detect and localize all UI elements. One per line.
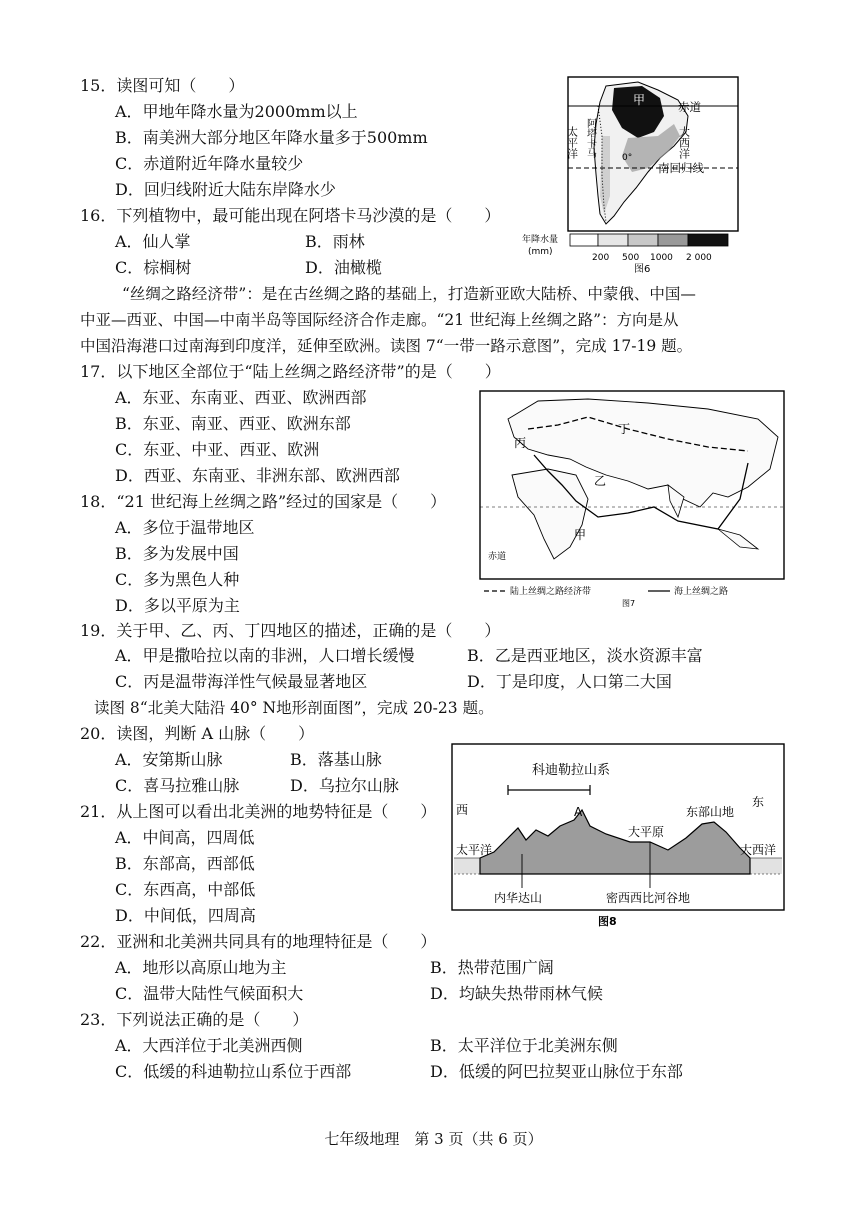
q19-option-a: A．甲是撒哈拉以南的非洲，人口增长缓慢 [115, 646, 415, 665]
q18-option-b: B．多为发展中国 [115, 544, 239, 563]
fig7-legend-sea: 海上丝绸之路 [674, 587, 729, 597]
fig7-jia-label: 甲 [574, 528, 587, 542]
q20-option-b: B．落基山脉 [290, 750, 382, 769]
fig7-yi-label: 乙 [594, 474, 607, 488]
fig8-pacific-label: 太平洋 [456, 843, 493, 857]
q22-option-b: B．热带范围广阔 [430, 958, 554, 977]
intro-silk-road-line1: “丝绸之路经济带”：是在古丝绸之路的基础上，打造新亚欧大陆桥、中蒙俄、中国— [122, 285, 696, 303]
q15-option-d: D．回归线附近大陆东岸降水少 [115, 180, 336, 199]
q15-option-a: A．甲地年降水量为2000mm以上 [115, 102, 358, 121]
q15-option-c: C．赤道附近年降水量较少 [115, 154, 304, 173]
fig6-legend-unit: (mm) [528, 247, 553, 257]
q17-option-a: A．东亚、东南亚、西亚、欧洲西部 [115, 388, 367, 407]
fig7-legend-land: 陆上丝绸之路经济带 [510, 587, 592, 597]
q22-option-c: C．温带大陆性气候面积大 [115, 984, 304, 1003]
q20-option-a: A．安第斯山脉 [115, 750, 223, 769]
q18-option-d: D．多以平原为主 [115, 596, 240, 615]
fig6-jia-label: 甲 [633, 93, 646, 107]
q17-option-b: B．东亚、南亚、西亚、欧洲东部 [115, 414, 351, 433]
fig7-bing-label: 丙 [514, 436, 527, 450]
q19-stem: 19．关于甲、乙、丙、丁四地区的描述，正确的是（ ） [80, 621, 501, 640]
fig6-legend-tick-1000: 1000 [650, 253, 673, 263]
fig8-east-mountains-label: 东部山地 [686, 805, 735, 819]
q23-option-a: A．大西洋位于北美洲西侧 [115, 1036, 303, 1055]
fig6-legend-tick-2000: 2 000 [686, 253, 712, 263]
q20-stem: 20．读图，判断 A 山脉（ ） [80, 724, 315, 743]
q22-stem: 22．亚洲和北美洲共同具有的地理特征是（ ） [80, 932, 437, 951]
q21-option-d: D．中间低，四周高 [115, 906, 256, 925]
q16-option-d: D．油橄榄 [305, 258, 382, 277]
q16-option-a: A．仙人掌 [115, 232, 191, 251]
fig8-peak-a-label: A [574, 805, 583, 819]
q21-option-a: A．中间高，四周低 [115, 828, 255, 847]
q15-stem: 15．读图可知（ ） [80, 76, 245, 95]
fig8-mississippi-label: 密西西比河谷地 [606, 891, 691, 905]
fig6-tropic-label: 南回归线 [658, 161, 704, 175]
fig8-west-label: 西 [456, 803, 469, 817]
fig6-legend-tick-500: 500 [622, 253, 640, 263]
q21-option-c: C．东西高，中部低 [115, 880, 256, 899]
fig8-east-label: 东 [752, 795, 765, 809]
page-footer: 七年级地理 第 3 页（共 6 页） [324, 1130, 543, 1148]
q17-option-d: D．西亚、东南亚、非洲东部、欧洲西部 [115, 466, 400, 485]
fig6-caption: 图6 [634, 264, 651, 275]
q15-option-b: B．南美洲大部分地区年降水量多于500mm [115, 128, 428, 147]
q23-stem: 23．下列说法正确的是（ ） [80, 1010, 309, 1029]
q22-option-a: A．地形以高原山地为主 [115, 958, 287, 977]
fig8-plains-label: 大平原 [628, 825, 665, 839]
fig6-degree-label: 0° [622, 153, 633, 163]
intro-north-america: 读图 8“北美大陆沿 40° N地形剖面图”，完成 20-23 题。 [94, 699, 494, 717]
intro-silk-road-line2: 中亚—西亚、中国—中南半岛等国际经济合作走廊。“21 世纪海上丝绸之路”：方向是从 [80, 311, 679, 329]
fig6-equator-label: 赤道 [678, 100, 701, 114]
q16-option-b: B．雨林 [305, 232, 365, 251]
fig8-caption: 图8 [598, 915, 617, 928]
q19-option-b: B．乙是西亚地区，淡水资源丰富 [467, 646, 703, 665]
fig6-legend-tick-200: 200 [592, 253, 610, 263]
q18-stem: 18．“21 世纪海上丝绸之路”经过的国家是（ ） [80, 492, 447, 511]
q20-option-c: C．喜马拉雅山脉 [115, 776, 240, 795]
q16-option-c: C．棕榈树 [115, 258, 192, 277]
q17-option-c: C．东亚、中亚、西亚、欧洲 [115, 440, 320, 459]
q23-option-c: C．低缓的科迪勒拉山系位于西部 [115, 1062, 352, 1081]
q18-option-a: A．多位于温带地区 [115, 518, 255, 537]
fig7-caption: 图7 [622, 599, 636, 608]
intro-silk-road-line3: 中国沿海港口过南海到印度洋，延伸至欧洲。读图 7“一带一路示意图”，完成 17-19 题。 [80, 337, 693, 355]
figure-7-belt-and-road-map [478, 389, 788, 609]
fig7-equator-label: 赤道 [488, 552, 507, 562]
fig8-atlantic-label: 大西洋 [740, 843, 777, 857]
figure-6-south-america-precipitation-map [518, 76, 740, 276]
fig7-ding-label: 丁 [618, 422, 631, 436]
fig8-cordillera-label: 科迪勒拉山系 [532, 763, 611, 778]
q23-option-b: B．太平洋位于北美洲东侧 [430, 1036, 618, 1055]
fig8-nevada-label: 内华达山 [494, 891, 543, 905]
fig6-pacific-label: 太平洋 [565, 126, 579, 159]
q21-stem: 21．从上图可以看出北美洲的地势特征是（ ） [80, 802, 437, 821]
q20-option-d: D．乌拉尔山脉 [290, 776, 399, 795]
q17-stem: 17．以下地区全部位于“陆上丝绸之路经济带”的是（ ） [80, 362, 501, 381]
q19-option-c: C．丙是温带海洋性气候最显著地区 [115, 672, 368, 691]
fig6-atlantic-label: 大西洋 [677, 126, 691, 159]
q18-option-c: C．多为黑色人种 [115, 570, 240, 589]
q19-option-d: D．丁是印度，人口第二大国 [467, 672, 672, 691]
q23-option-d: D．低缓的阿巴拉契亚山脉位于东部 [430, 1062, 683, 1081]
fig6-legend-title: 年降水量 [522, 235, 559, 245]
figure-8-north-america-profile [450, 742, 788, 932]
q22-option-d: D．均缺失热带雨林气候 [430, 984, 603, 1003]
fig6-atacama-label: 阿塔卡马 [584, 118, 596, 158]
q21-option-b: B．东部高，西部低 [115, 854, 255, 873]
q16-stem: 16．下列植物中，最可能出现在阿塔卡马沙漠的是（ ） [80, 206, 501, 225]
